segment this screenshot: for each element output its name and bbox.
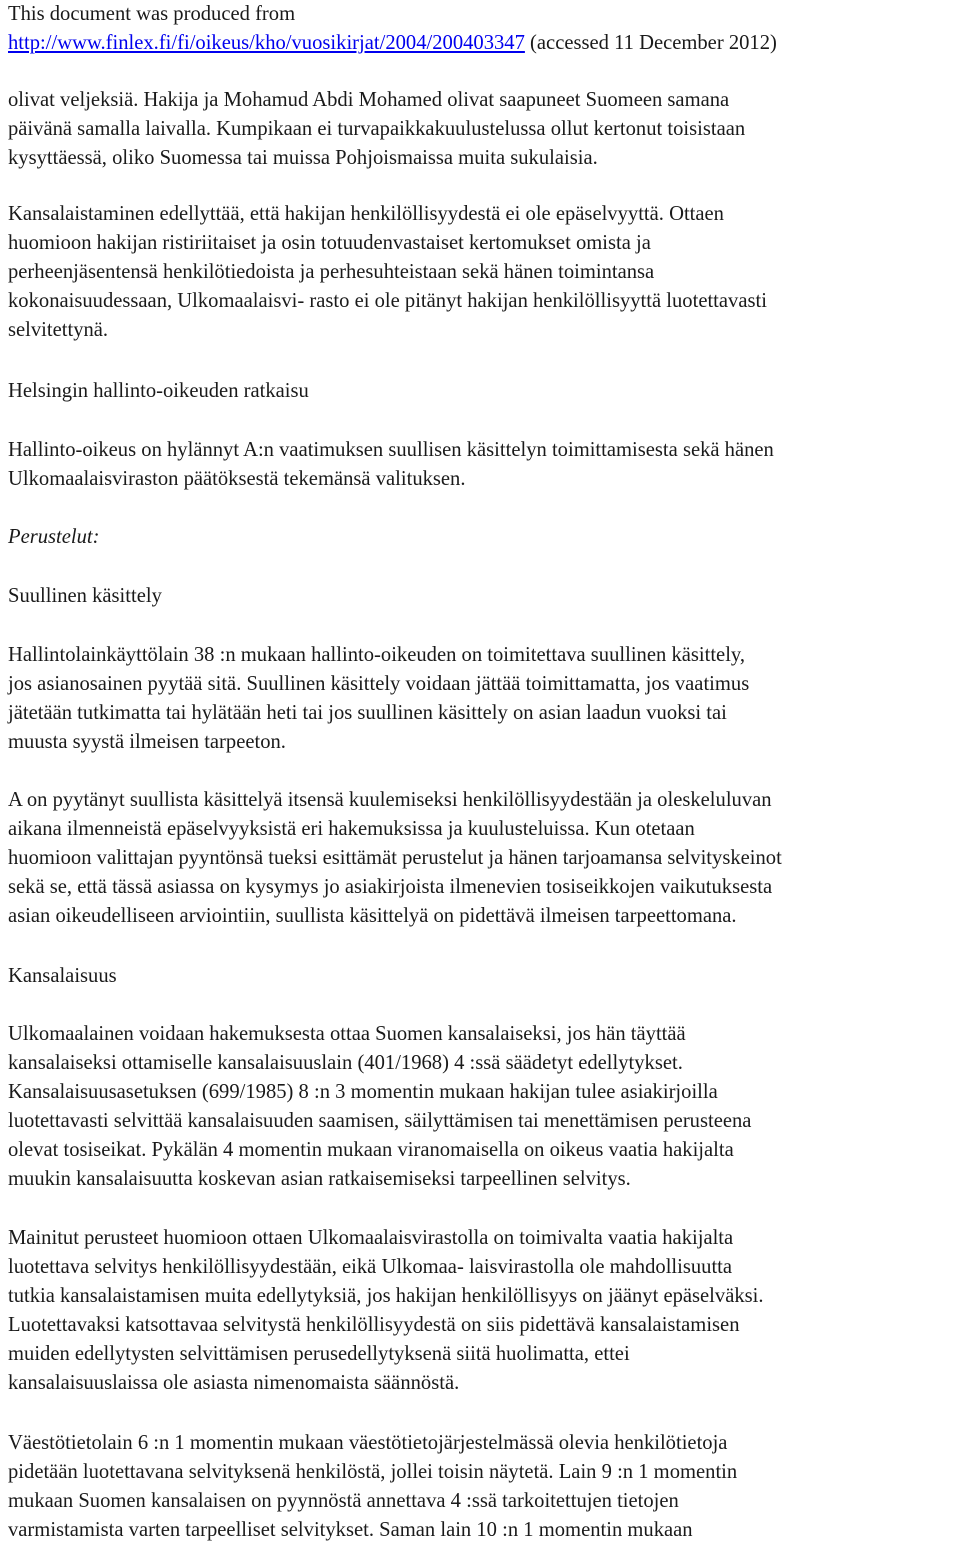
text-line: olevat tosiseikat. Pykälän 4 momentin mukaan viranomaisella on oikeus vaatia hakijalta bbox=[8, 1139, 734, 1161]
paragraph-hearing-request bbox=[8, 786, 954, 931]
paragraph-siblings bbox=[8, 86, 954, 173]
text-line: selvitettynä. bbox=[8, 319, 109, 341]
text-line: muusta syystä ilmeisen tarpeeton. bbox=[8, 731, 286, 753]
text-line: muukin kansalaisuutta koskevan asian ratkaisemiseksi tarpeellinen selvitys. bbox=[8, 1168, 631, 1190]
text-line: Luotettavaksi katsottavaa selvitystä henkilöllisyydestä on siis pidettävä kansalaistamisen bbox=[8, 1314, 740, 1336]
text-line: asian oikeudelliseen arviointiin, suullista käsittelyä on pidettävä ilmeisen tarpeettomana. bbox=[8, 905, 737, 927]
text-line: jätetään tutkimatta tai hylätään heti tai jos suullinen käsittely on asian laadun vuoksi tai bbox=[8, 702, 727, 724]
text-line: kansalaisuuslaissa ole asiasta nimenomaista säännöstä. bbox=[8, 1372, 460, 1394]
text-line: sekä se, että tässä asiassa on kysymys jo asiakirjoista ilmenevien tosiseikkojen vaikutuksesta bbox=[8, 876, 773, 898]
text-line: Helsingin hallinto-oikeuden ratkaisu bbox=[8, 380, 309, 402]
text-line: Suullinen käsittely bbox=[8, 585, 162, 607]
text-line: Kansalaisuus bbox=[8, 965, 117, 987]
text-line: mukaan Suomen kansalaisen on pyynnöstä annettava 4 :ssä tarkoitettujen tietojen bbox=[8, 1490, 679, 1512]
source-link[interactable]: http://www.finlex.fi/fi/oikeus/kho/vuosikirjat/2004/200403347 bbox=[8, 32, 525, 54]
source-url-line bbox=[8, 29, 777, 58]
heading-perustelut bbox=[8, 523, 954, 552]
text-line: Hallintolainkäyttölain 38 :n mukaan hallinto-oikeuden on toimitettava suullinen käsittely, bbox=[8, 644, 746, 666]
text-line: kokonaisuudessaan, Ulkomaalaisvi- rasto ei ole pitänyt hakijan henkilöllisyyttä luotettavasti bbox=[8, 290, 767, 312]
accessed-date: (accessed 11 December 2012) bbox=[524, 32, 777, 54]
source-line: This document was produced from bbox=[8, 3, 296, 25]
text-line: varmistamista varten tarpeelliset selvitykset. Saman lain 10 :n 1 momentin mukaan bbox=[8, 1519, 693, 1541]
paragraph-citizenship-law bbox=[8, 1020, 954, 1194]
text-line: luotettava selvitys henkilöllisyydestään, eikä Ulkomaa- laisvirastolla ole mahdollisuutta bbox=[8, 1256, 733, 1278]
text-line: aikana ilmenneistä epäselvyyksistä eri hakemuksissa ja kuulusteluissa. Kun otetaan bbox=[8, 818, 695, 840]
text-line: olivat veljeksiä. Hakija ja Mohamud Abdi Mohamed olivat saapuneet Suomeen samana bbox=[8, 89, 730, 111]
text-line: Väestötietolain 6 :n 1 momentin mukaan väestötietojärjestelmässä olevia henkilötietoja bbox=[8, 1432, 728, 1454]
heading-citizenship bbox=[8, 962, 954, 991]
text-line: muiden edellytysten selvittämisen perusedellytyksenä siitä huolimatta, ettei bbox=[8, 1343, 630, 1365]
text-line: huomioon hakijan ristiriitaiset ja osin totuudenvastaiset kertomukset omista ja bbox=[8, 232, 651, 254]
text-line: Kansalaisuusasetuksen (699/1985) 8 :n 3 momentin mukaan hakijan tulee asiakirjoilla bbox=[8, 1081, 718, 1103]
text-line: tutkia kansalaistamisen muita edellytyksiä, jos hakijan henkilöllisyys on jäänyt epäselväksi. bbox=[8, 1285, 764, 1307]
text-line: jos asianosainen pyytää sitä. Suullinen käsittely voidaan jättää toimittamatta, jos vaatimus bbox=[8, 673, 750, 695]
paragraph-agency-authority bbox=[8, 1224, 954, 1398]
text-line: Kansalaistaminen edellyttää, että hakijan henkilöllisyydestä ei ole epäselvyyttä. Ottaen bbox=[8, 203, 724, 225]
heading-oral-hearing bbox=[8, 582, 954, 611]
paragraph-identity-requirement bbox=[8, 200, 954, 345]
text-line: Ulkomaalaisviraston päätöksestä tekemänsä valituksen. bbox=[8, 468, 466, 490]
text-line: huomioon valittajan pyyntönsä tueksi esittämät perustelut ja hänen tarjoamansa selvityskeinot bbox=[8, 847, 782, 869]
text-line: Mainitut perusteet huomioon ottaen Ulkomaalaisvirastolla on toimivalta vaatia hakijalta bbox=[8, 1227, 734, 1249]
text-line: Ulkomaalainen voidaan hakemuksesta ottaa Suomen kansalaiseksi, jos hän täyttää bbox=[8, 1023, 686, 1045]
text-line: perheenjäsentensä henkilötiedoista ja perhesuhteistaan sekä hänen toimintansa bbox=[8, 261, 655, 283]
text-line: kansalaiseksi ottamiselle kansalaisuuslain (401/1968) 4 :ssä säädetyt edellytykset. bbox=[8, 1052, 683, 1074]
text-line: Perustelut: bbox=[8, 526, 100, 548]
text-line: Hallinto-oikeus on hylännyt A:n vaatimuksen suullisen käsittelyn toimittamisesta sekä hänen bbox=[8, 439, 774, 461]
paragraph-population-data-act bbox=[8, 1429, 954, 1545]
paragraph-court-rejection bbox=[8, 436, 954, 494]
text-line: päivänä samalla laivalla. Kumpikaan ei turvapaikkakuulustelussa ollut kertonut toisistaan bbox=[8, 118, 746, 140]
paragraph-hearing-law bbox=[8, 641, 954, 757]
text-line: pidetään luotettavana selvityksenä henkilöstä, jollei toisin näytetä. Lain 9 :n 1 momentin bbox=[8, 1461, 738, 1483]
text-line: kysyttäessä, oliko Suomessa tai muissa Pohjoismaissa muita sukulaisia. bbox=[8, 147, 598, 169]
text-line: luotettavasti selvittää kansalaisuuden saamisen, säilyttämisen tai menettämisen perusteena bbox=[8, 1110, 752, 1132]
text-line: A on pyytänyt suullista käsittelyä itsensä kuulemiseksi henkilöllisyydestään ja oleskeluluvan bbox=[8, 789, 772, 811]
heading-helsinki-decision bbox=[8, 377, 954, 406]
